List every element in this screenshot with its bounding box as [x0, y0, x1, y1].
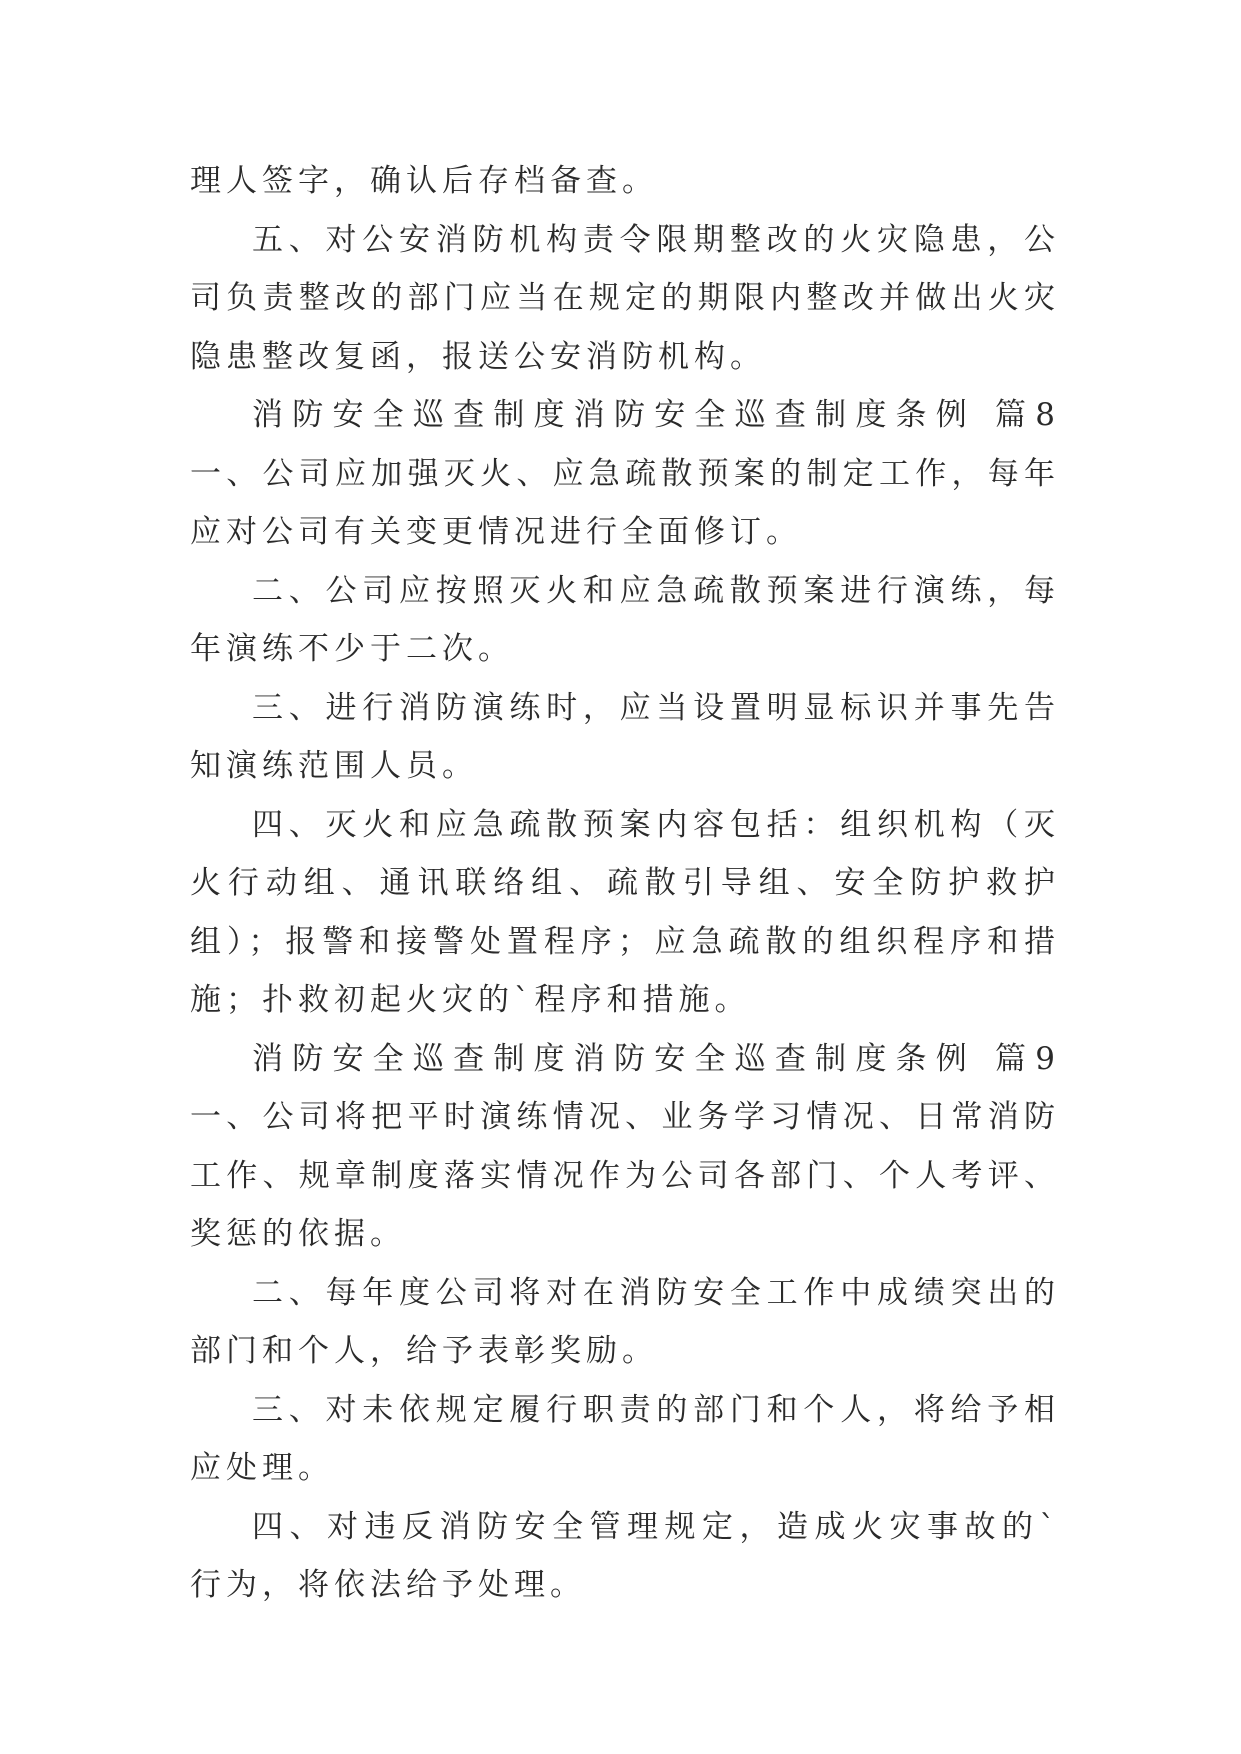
- paragraph-continuation: 理人签字，确认后存档备查。: [190, 163, 658, 199]
- paragraph-section-9-item-2: 二、每年度公司将对在消防安全工作中成绩突出的部门和个人，给予表彰奖励。: [190, 1274, 1060, 1369]
- paragraph-section-8-item-1: 消防安全巡查制度消防安全巡查制度条例 篇8 一、公司应加强灭火、应急疏散预案的制定工作，每年应对公司有关变更情况进行全面修订。: [190, 397, 1132, 550]
- paragraph-item-5-rectification: 五、对公安消防机构责令限期整改的火灾隐患，公司负责整改的部门应当在规定的期限内整改并做出火灾隐患整改复函，报送公安消防机构。: [190, 221, 1060, 375]
- paragraph-section-8-item-4: 四、灭火和应急疏散预案内容包括：组织机构（灭火行动组、通讯联络组、疏散引导组、安全防护救护组）；报警和接警处置程序；应急疏散的组织程序和措施；扑救初起火灾的`程序和措施。: [190, 806, 1060, 1018]
- paragraph-section-9-item-1: 消防安全巡查制度消防安全巡查制度条例 篇9 一、公司将把平时演练情况、业务学习情况、日常消防工作、规章制度落实情况作为公司各部门、个人考评、奖惩的依据。: [190, 1040, 1132, 1252]
- paragraph-section-8-item-2: 二、公司应按照灭火和应急疏散预案进行演练，每年演练不少于二次。: [190, 572, 1060, 667]
- document-body: [190, 152, 1132, 1615]
- paragraph-section-8-item-3: 三、进行消防演练时，应当设置明显标识并事先告知演练范围人员。: [190, 689, 1060, 784]
- paragraph-section-9-item-3: 三、对未依规定履行职责的部门和个人，将给予相应处理。: [190, 1391, 1060, 1486]
- paragraph-section-9-item-4: 四、对违反消防安全管理规定，造成火灾事故的`行为，将依法给予处理。: [190, 1508, 1060, 1603]
